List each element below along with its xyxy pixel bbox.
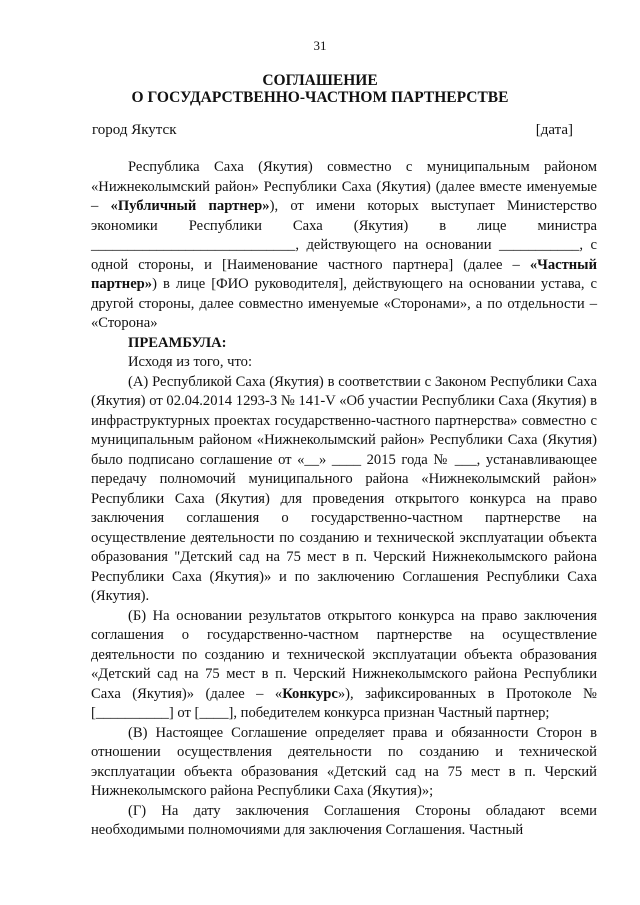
page-number: 31 (313, 38, 327, 53)
preamble-item-a: (А) Республикой Саха (Якутия) в соответствии с Законом Республики Саха (Якутия) от 02.04.2014 1293-З № 141-V «Об участии Республики Саха (Якутия) в инфраструктурных проектах государственно-частного партнерства» совместно с муниципальным районом «Нижнеколымский район» Республики Саха (Якутия) было подписано соглашение от «__» ____ 2015 года № ___, устанавливающее передачу полномочий муниципального района «Нижнеколымский район» Республики Саха (Якутия) для проведения открытого конкурса на право заключения соглашения о государственно-частном партнерстве на осуществление деятельности по созданию и технической эксплуатации объекта образования "Детский сад на 75 мест в п. Черский Нижнеколымского района Республики Саха (Якутия)» и по заключению Соглашения Республики Саха (Якутия). (91, 373, 597, 604)
document-body (91, 158, 597, 841)
preamble-item-v: (В) Настоящее Соглашение определяет права и обязанности Сторон в отношении осуществления деятельности по созданию и технической эксплуатации объекта образования «Детский сад на 75 мест в п. Черский Нижнеколымского района Республики Саха (Якутия)»; (91, 724, 597, 799)
preamble-item-b (91, 607, 597, 724)
date-placeholder: [дата] (535, 122, 573, 138)
private-partner-term: «Частный партнер» (91, 256, 597, 292)
title-line-2: О ГОСУДАРСТВЕННО-ЧАСТНОМ ПАРТНЕРСТВЕ (131, 89, 509, 106)
title-line-1: СОГЛАШЕНИЕ (262, 72, 378, 89)
item-b-text-2: »), зафиксированных в Протоколе № [__________] от [____], победителем конкурса признан Частный партнер; (91, 685, 597, 721)
intro-text-1: Республика Саха (Якутия) совместно с муниципальным районом «Нижнеколымский район» Республики Саха (Якутия) (далее вместе именуемые – (91, 159, 597, 214)
contest-term: Конкурс (282, 685, 338, 702)
intro-text-3: ) в лице [ФИО руководителя], действующего на основании устава, с другой стороны, далее совместно именуемые «Сторонами», а по отдельности – «Сторона» (91, 276, 597, 331)
document-title (0, 72, 640, 106)
city: город Якутск (92, 122, 177, 138)
public-partner-term: «Публичный партнер» (110, 198, 270, 214)
preamble-lead: Исходя из того, что: (128, 354, 253, 370)
item-b-text-1: (Б) На основании результатов открытого конкурса на право заключения соглашения о государственно-частном партнерстве на осуществление деятельности по созданию и технической эксплуатации объекта образования «Детский сад на 75 мест в п. Черский Нижнеколымского района Республики Саха (Якутия)» (далее – « (91, 607, 597, 702)
intro-paragraph (91, 158, 597, 334)
preamble-item-g: (Г) На дату заключения Соглашения Стороны обладают всеми необходимыми полномочиями для заключения Соглашения. Частный (91, 802, 597, 838)
preamble-heading: ПРЕАМБУЛА: (128, 334, 227, 351)
intro-text-2: ), от имени которых выступает Министерство экономики Республики Саха (Якутия) в лице министра ____________________________, действующего на основании ___________, с одной стороны, и [Наименование частного партнера] (далее – (91, 198, 597, 273)
